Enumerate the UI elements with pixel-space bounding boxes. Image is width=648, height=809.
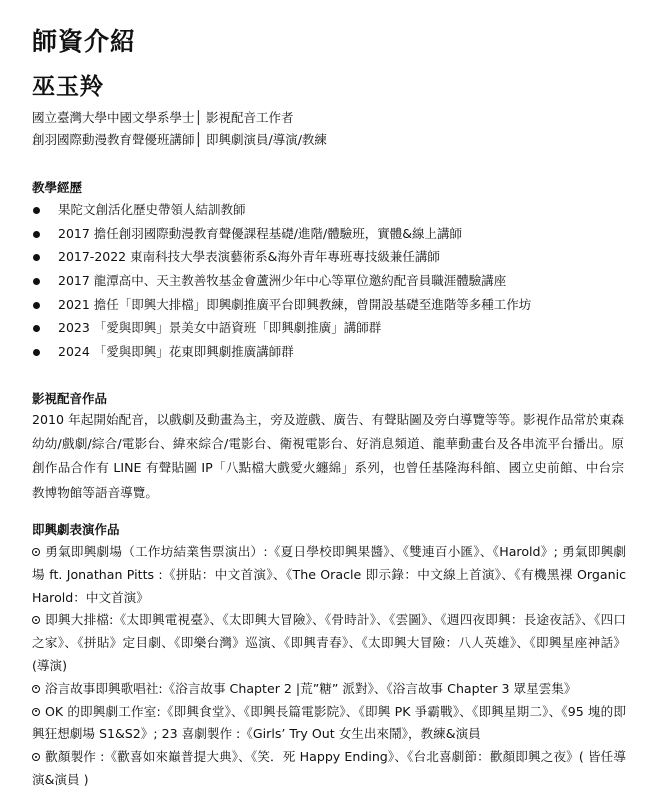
list-item [32, 245, 632, 269]
bullet-icon [33, 278, 40, 285]
bullet-icon [33, 231, 40, 238]
list-item-text: 勇氣即興劇場（工作坊結業售票演出）:《夏日學校即興果醬》、《雙連百小匯》、《Harold》; 勇氣即興劇場 ft. Jonathan Pitts :《拼貼：中文首演》、《The Oracle 即示錄：中文線上首演》、《有機黑裸 Organic Harold：中文首演》 [32, 544, 626, 605]
circle-bullet-icon [32, 548, 40, 556]
job-title-line: 創羽國際動漫教育聲優班講師│ 即興劇演員/導演/教練 [32, 132, 327, 147]
bullet-icon [33, 349, 40, 356]
list-item [32, 222, 632, 246]
bullet-icon [33, 207, 40, 214]
list-item-text: 果陀文創活化歷史帶領人結訓教師 [58, 202, 246, 217]
list-item-text: 浴言故事即興歌唱社:《浴言故事 Chapter 2 |荒”糖” 派對》、《浴言故事 Chapter 3 眾星雲集》 [45, 680, 577, 696]
list-item [32, 316, 632, 340]
page-title: 師資介紹 [32, 27, 137, 56]
list-item [32, 701, 626, 747]
list-item-text: 即興大排檔:《太即興電視臺》、《太即興大冒險》、《骨時計》、《雲圖》、《週四夜即興：長途夜話》、《四口之家》、《拼貼》定目劇、《即樂台灣》巡演、《即興青春》、《太即興大冒險：八人英雄》、《即興星座神話》(導演) [32, 612, 626, 673]
list-item [32, 269, 632, 293]
list-item-text: 2017-2022 東南科技大學表演藝術系&海外青年專班專技級兼任講師 [58, 249, 440, 265]
performance-list [32, 541, 626, 792]
list-item-text: OK 的即興劇工作室:《即興食堂》、《即興長篇電影院》、《即興 PK 爭霸戰》、《即興星期二》、《95 塊的即興狂想劇場 S1&S2》; 23 喜劇製作 :《Girls’ Try Out 女生出來鬧》，教練&演員 [32, 703, 626, 742]
circle-bullet-icon [32, 753, 40, 761]
bullet-icon [33, 325, 40, 332]
circle-bullet-icon [32, 685, 40, 693]
bullet-icon [33, 254, 40, 261]
bullet-icon [33, 302, 40, 309]
list-item-text: 2017 擔任創羽國際動漫教育聲優課程基礎/進階/體驗班，實體&線上講師 [58, 225, 462, 241]
list-item-text: 2017 龍潭高中、天主教善牧基金會蘆洲少年中心等單位邀約配音員職涯體驗講座 [58, 273, 507, 289]
job-title-line: 國立臺灣大學中國文學系學士│ 影視配音工作者 [32, 110, 294, 125]
list-item [32, 609, 626, 677]
list-item-text: 2024 「愛與即興」花東即興劇推廣講師群 [58, 344, 294, 360]
list-item-text: 歡顏製作 :《歡喜如來巔普提大典》、《笑．死 Happy Ending》、《台北喜劇節：歡顏即興之夜》( 皆任導演&演員 ) [32, 749, 626, 787]
list-item [32, 541, 626, 609]
list-item [32, 678, 626, 701]
list-item [32, 746, 626, 792]
dubbing-paragraph: 2010 年起開始配音，以戲劇及動畫為主，旁及遊戲、廣告、有聲貼圖及旁白導覽等等。影視作品常於東森幼幼/戲劇/綜合/電影台、緯來綜合/電影台、衛視電影台、好消息頻道、龍華動畫台及各串流平台播出。原創作品合作有 LINE 有聲貼圖 IP「八點檔大戲愛火纏綿」系列，也曾任基隆海科館、國立史前館、中台宗教博物館等語音導覽。 [32, 412, 624, 500]
job-titles [32, 107, 327, 151]
list-item [32, 293, 632, 317]
list-item-text: 2021 擔任「即興大排檔」即興劇推廣平台即興教練，曾開設基礎至進階等多種工作坊 [58, 296, 532, 312]
teaching-heading: 教學經歷 [32, 180, 83, 195]
list-item [32, 340, 632, 364]
list-item-text: 2023 「愛與即興」景美女中語資班「即興劇推廣」講師群 [58, 320, 382, 336]
teaching-list [32, 198, 632, 364]
teacher-name: 巫玉羚 [32, 74, 104, 100]
dubbing-heading: 影視配音作品 [32, 391, 108, 406]
circle-bullet-icon [32, 616, 40, 624]
circle-bullet-icon [32, 708, 40, 716]
performance-heading: 即興劇表演作品 [32, 522, 120, 537]
list-item [32, 198, 632, 222]
